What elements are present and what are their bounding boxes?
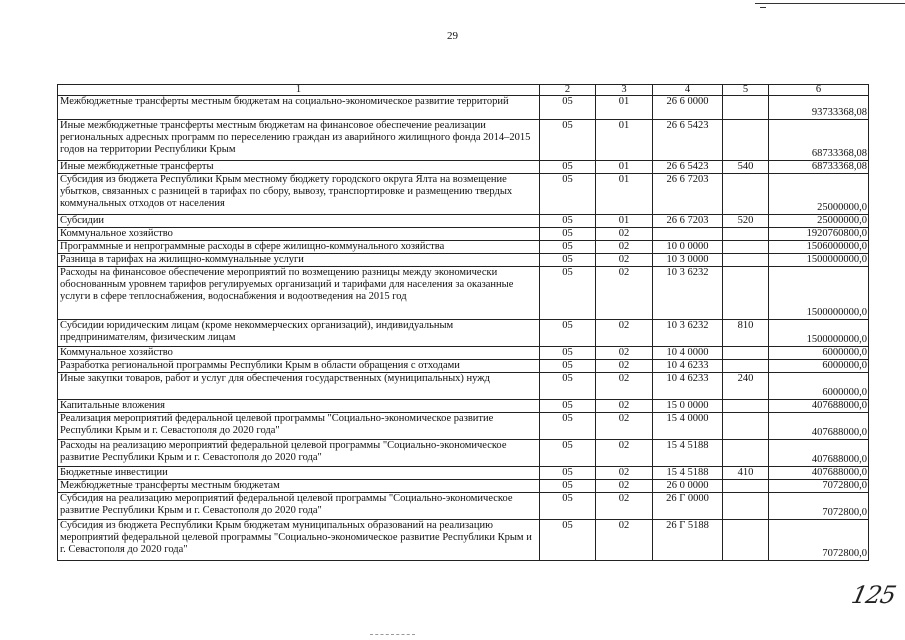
row-amount: 407688000,0 xyxy=(769,413,869,440)
row-section: 05 xyxy=(540,174,596,215)
row-amount: 25000000,0 xyxy=(769,174,869,215)
table-row xyxy=(58,320,869,347)
row-name: Программные и непрограммные расходы в сфере жилищно-коммунального хозяйства xyxy=(58,241,540,254)
row-section: 05 xyxy=(540,440,596,467)
row-amount: 25000000,0 xyxy=(769,215,869,228)
row-subsection: 02 xyxy=(596,360,653,373)
table-row xyxy=(58,174,869,215)
row-name: Субсидии юридическим лицам (кроме некоммерческих организаций), индивидуальным предпринимателям, физическим лицам xyxy=(58,320,540,347)
row-amount: 68733368,08 xyxy=(769,161,869,174)
row-amount: 1920760800,0 xyxy=(769,228,869,241)
row-expense-type: 520 xyxy=(723,215,769,228)
row-target-code: 26 6 5423 xyxy=(653,161,723,174)
row-amount: 1506000000,0 xyxy=(769,241,869,254)
table-row xyxy=(58,493,869,520)
row-name: Разница в тарифах на жилищно-коммунальные услуги xyxy=(58,254,540,267)
col-header: 2 xyxy=(540,85,596,96)
row-section: 05 xyxy=(540,96,596,120)
row-name: Коммунальное хозяйство xyxy=(58,347,540,360)
row-section: 05 xyxy=(540,347,596,360)
row-expense-type xyxy=(723,347,769,360)
row-section: 05 xyxy=(540,493,596,520)
row-target-code: 15 4 5188 xyxy=(653,467,723,480)
row-target-code: 15 4 0000 xyxy=(653,413,723,440)
row-subsection: 02 xyxy=(596,241,653,254)
row-subsection: 02 xyxy=(596,254,653,267)
row-section: 05 xyxy=(540,215,596,228)
row-name: Коммунальное хозяйство xyxy=(58,228,540,241)
row-amount: 407688000,0 xyxy=(769,400,869,413)
row-section: 05 xyxy=(540,228,596,241)
table-row xyxy=(58,413,869,440)
row-expense-type xyxy=(723,241,769,254)
row-expense-type: 540 xyxy=(723,161,769,174)
table-row xyxy=(58,161,869,174)
row-target-code: 26 0 0000 xyxy=(653,480,723,493)
row-name: Субсидия на реализацию мероприятий федеральной целевой программы "Социально-экономическое развитие Республики Крым и г. Севастополя до 2020 года" xyxy=(58,493,540,520)
row-subsection: 02 xyxy=(596,228,653,241)
table-row xyxy=(58,267,869,320)
row-section: 05 xyxy=(540,267,596,320)
row-target-code: 26 6 7203 xyxy=(653,215,723,228)
table-row xyxy=(58,373,869,400)
row-section: 05 xyxy=(540,520,596,561)
row-subsection: 02 xyxy=(596,467,653,480)
page-number: 29 xyxy=(447,30,458,42)
row-name: Субсидия из бюджета Республики Крым местному бюджету городского округа Ялта на возмещение убытков, связанных с разницей в тарифах по сбору, вывозу, транспортировке и размещению твердых коммунальных отходов от населения xyxy=(58,174,540,215)
row-name: Расходы на реализацию мероприятий федеральной целевой программы "Социально-экономическое развитие Республики Крым и г. Севастополя до 2020 года" xyxy=(58,440,540,467)
row-amount: 6000000,0 xyxy=(769,347,869,360)
col-header: 5 xyxy=(723,85,769,96)
top-rule-short xyxy=(760,7,766,8)
handwritten-page-number: 125 xyxy=(849,581,898,609)
row-target-code: 10 3 6232 xyxy=(653,267,723,320)
row-subsection: 02 xyxy=(596,493,653,520)
col-header: 3 xyxy=(596,85,653,96)
row-expense-type xyxy=(723,520,769,561)
row-amount: 407688000,0 xyxy=(769,440,869,467)
col-header: 4 xyxy=(653,85,723,96)
row-amount: 7072800,0 xyxy=(769,480,869,493)
row-name: Межбюджетные трансферты местным бюджетам на социально-экономическое развитие территорий xyxy=(58,96,540,120)
row-subsection: 02 xyxy=(596,400,653,413)
row-section: 05 xyxy=(540,413,596,440)
table-row xyxy=(58,467,869,480)
row-amount: 6000000,0 xyxy=(769,373,869,400)
row-name: Разработка региональной программы Республики Крым в области обращения с отходами xyxy=(58,360,540,373)
row-subsection: 02 xyxy=(596,320,653,347)
row-expense-type xyxy=(723,96,769,120)
row-amount: 68733368,08 xyxy=(769,120,869,161)
row-section: 05 xyxy=(540,120,596,161)
row-subsection: 01 xyxy=(596,96,653,120)
table-row xyxy=(58,440,869,467)
row-section: 05 xyxy=(540,320,596,347)
row-name: Субсидия из бюджета Республики Крым бюджетам муниципальных образований на реализацию мероприятий федеральной целевой программы "Социально-экономическое развитие Республики Крым и г. Севастополя до 2020 года" xyxy=(58,520,540,561)
row-target-code: 10 0 0000 xyxy=(653,241,723,254)
table-row xyxy=(58,215,869,228)
row-expense-type xyxy=(723,493,769,520)
row-expense-type xyxy=(723,267,769,320)
row-section: 05 xyxy=(540,360,596,373)
row-amount: 1500000000,0 xyxy=(769,254,869,267)
row-subsection: 02 xyxy=(596,413,653,440)
table-row xyxy=(58,254,869,267)
budget-table xyxy=(57,84,869,561)
row-target-code: 15 4 5188 xyxy=(653,440,723,467)
row-amount: 1500000000,0 xyxy=(769,267,869,320)
row-expense-type: 240 xyxy=(723,373,769,400)
col-header: 1 xyxy=(58,85,540,96)
row-amount: 1500000000,0 xyxy=(769,320,869,347)
row-subsection: 02 xyxy=(596,480,653,493)
row-target-code xyxy=(653,228,723,241)
row-name: Расходы на финансовое обеспечение мероприятий по возмещению разницы между экономически обоснованным уровнем тарифов регулируемых организаций и тарифами для населения за оказанные услуги в сфере теплоснабжения, водоснабжения и водоотведения на 2015 год xyxy=(58,267,540,320)
row-name: Бюджетные инвестиции xyxy=(58,467,540,480)
table-row xyxy=(58,120,869,161)
row-subsection: 01 xyxy=(596,161,653,174)
row-target-code: 26 6 7203 xyxy=(653,174,723,215)
table-row xyxy=(58,520,869,561)
table-row xyxy=(58,360,869,373)
row-target-code: 26 6 5423 xyxy=(653,120,723,161)
row-expense-type xyxy=(723,360,769,373)
top-rule xyxy=(755,3,905,4)
row-section: 05 xyxy=(540,480,596,493)
table-row xyxy=(58,347,869,360)
row-target-code: 26 Г 0000 xyxy=(653,493,723,520)
row-amount: 7072800,0 xyxy=(769,520,869,561)
row-target-code: 10 3 6232 xyxy=(653,320,723,347)
row-name: Межбюджетные трансферты местным бюджетам xyxy=(58,480,540,493)
row-expense-type xyxy=(723,440,769,467)
row-expense-type: 410 xyxy=(723,467,769,480)
row-name: Иные межбюджетные трансферты xyxy=(58,161,540,174)
row-target-code: 15 0 0000 xyxy=(653,400,723,413)
row-expense-type xyxy=(723,174,769,215)
row-target-code: 26 6 0000 xyxy=(653,96,723,120)
row-section: 05 xyxy=(540,467,596,480)
row-name: Реализация мероприятий федеральной целевой программы "Социально-экономическое развитие Республики Крым и г. Севастополя до 2020 года" xyxy=(58,413,540,440)
row-subsection: 02 xyxy=(596,267,653,320)
row-amount: 6000000,0 xyxy=(769,360,869,373)
row-expense-type xyxy=(723,413,769,440)
row-section: 05 xyxy=(540,161,596,174)
header-row xyxy=(58,85,869,96)
row-expense-type xyxy=(723,120,769,161)
row-subsection: 02 xyxy=(596,347,653,360)
table-row xyxy=(58,228,869,241)
row-subsection: 01 xyxy=(596,120,653,161)
row-expense-type xyxy=(723,400,769,413)
row-expense-type: 810 xyxy=(723,320,769,347)
row-target-code: 10 4 6233 xyxy=(653,373,723,400)
row-target-code: 10 3 0000 xyxy=(653,254,723,267)
col-header: 6 xyxy=(769,85,869,96)
row-subsection: 02 xyxy=(596,440,653,467)
row-target-code: 10 4 0000 xyxy=(653,347,723,360)
row-amount: 407688000,0 xyxy=(769,467,869,480)
row-section: 05 xyxy=(540,241,596,254)
row-name: Капитальные вложения xyxy=(58,400,540,413)
row-amount: 7072800,0 xyxy=(769,493,869,520)
row-target-code: 10 4 6233 xyxy=(653,360,723,373)
row-section: 05 xyxy=(540,400,596,413)
row-subsection: 01 xyxy=(596,174,653,215)
row-amount: 93733368,08 xyxy=(769,96,869,120)
row-subsection: 02 xyxy=(596,373,653,400)
row-expense-type xyxy=(723,254,769,267)
row-name: Субсидии xyxy=(58,215,540,228)
table-row xyxy=(58,480,869,493)
table-row xyxy=(58,241,869,254)
row-subsection: 01 xyxy=(596,215,653,228)
row-expense-type xyxy=(723,228,769,241)
row-expense-type xyxy=(723,480,769,493)
bottom-mark xyxy=(370,634,415,638)
row-section: 05 xyxy=(540,254,596,267)
row-subsection: 02 xyxy=(596,520,653,561)
table-row xyxy=(58,96,869,120)
row-target-code: 26 Г 5188 xyxy=(653,520,723,561)
row-name: Иные межбюджетные трансферты местным бюджетам на финансовое обеспечение реализации региональных адресных программ по переселению граждан из аварийного жилищного фонда 2014–2015 годов на территории Республики Крым xyxy=(58,120,540,161)
row-name: Иные закупки товаров, работ и услуг для обеспечения государственных (муниципальных) нужд xyxy=(58,373,540,400)
row-section: 05 xyxy=(540,373,596,400)
table-row xyxy=(58,400,869,413)
